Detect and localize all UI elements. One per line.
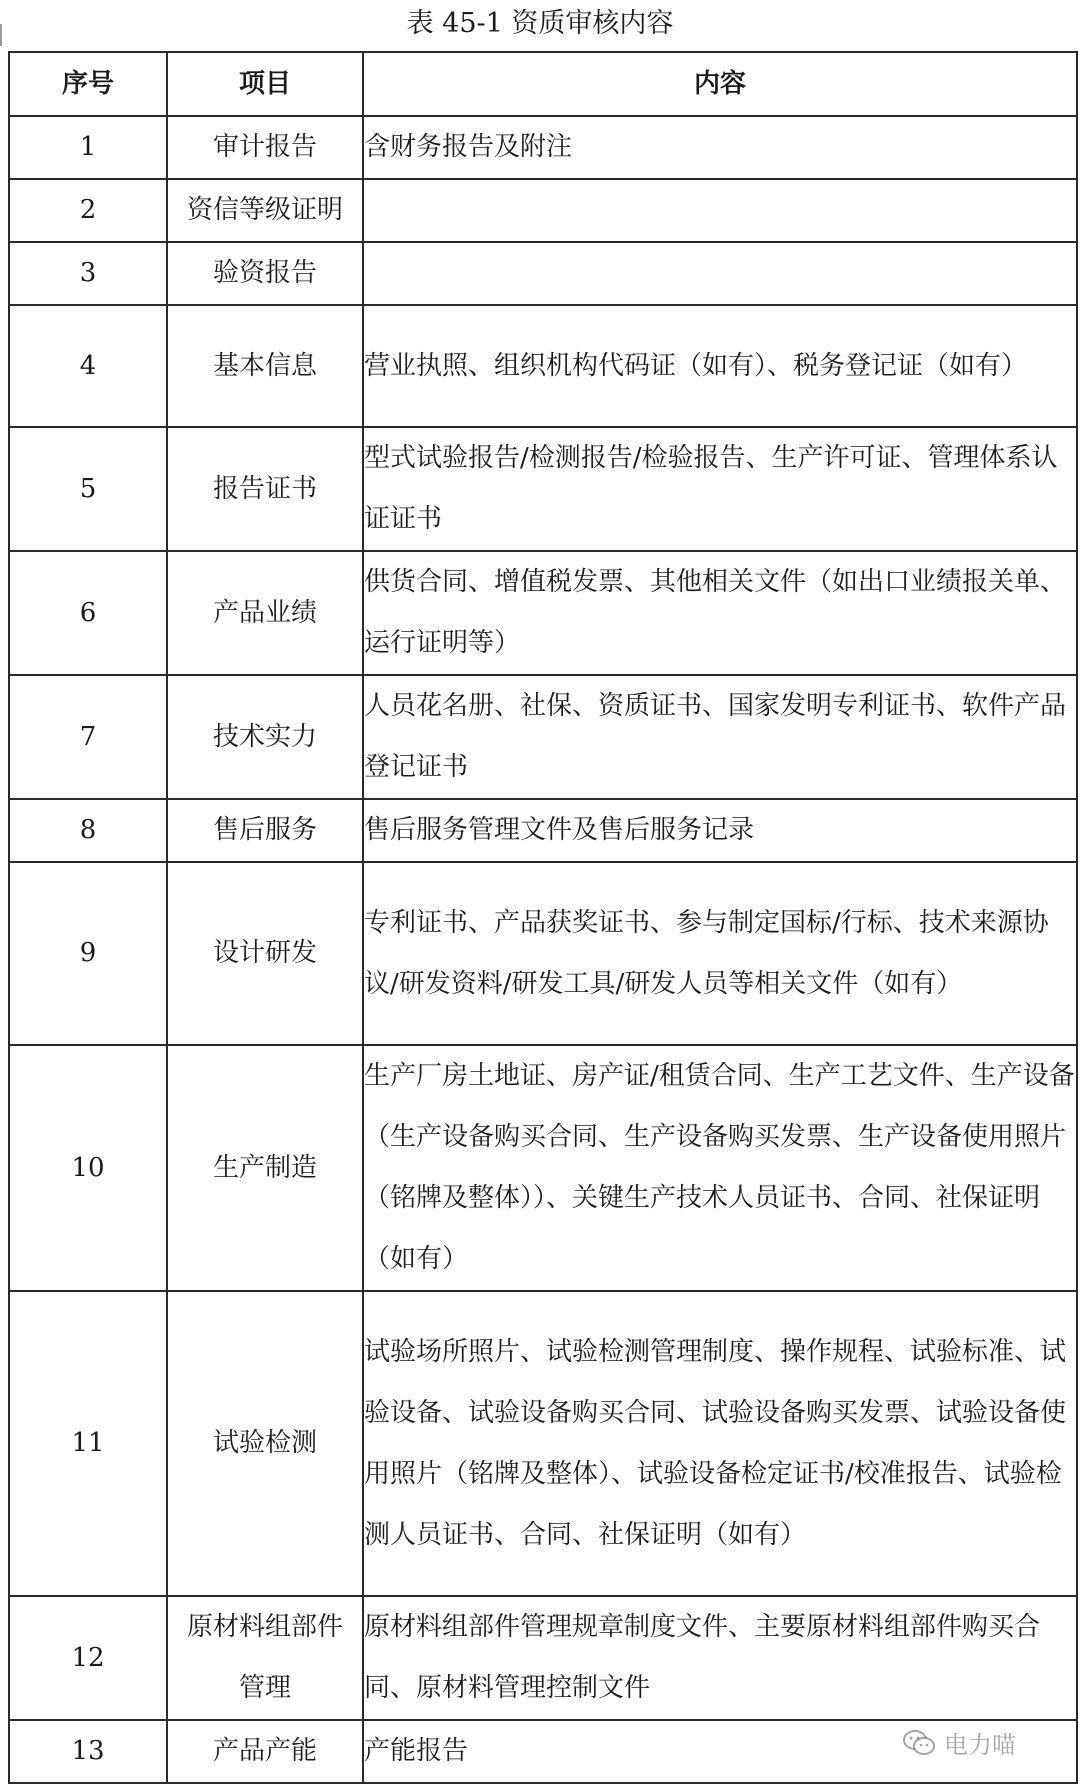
cell-no: 13 (9, 1720, 167, 1783)
cell-item: 试验检测 (167, 1291, 363, 1596)
table-row (9, 305, 1077, 427)
header-no: 序号 (9, 52, 167, 116)
cell-item: 基本信息 (167, 305, 363, 427)
table-row (9, 862, 1077, 1045)
cell-item: 产品业绩 (167, 551, 363, 675)
cell-no: 2 (9, 179, 167, 242)
table-row (9, 179, 1077, 242)
cell-content: 生产厂房土地证、房产证/租赁合同、生产工艺文件、生产设备（生产设备购买合同、生产设备购买发票、生产设备使用照片（铭牌及整体））、关键生产技术人员证书、合同、社保证明（如有） (363, 1045, 1077, 1291)
cell-content: 含财务报告及附注 (363, 116, 1077, 179)
cell-no: 12 (9, 1596, 167, 1720)
cell-content: 型式试验报告/检测报告/检验报告、生产许可证、管理体系认证证书 (363, 427, 1077, 551)
header-content: 内容 (363, 52, 1077, 116)
cell-content: 供货合同、增值税发票、其他相关文件（如出口业绩报关单、运行证明等） (363, 551, 1077, 675)
table-row (9, 551, 1077, 675)
qualification-table (8, 51, 1078, 1784)
cell-content: 原材料组部件管理规章制度文件、主要原材料组部件购买合同、原材料管理控制文件 (363, 1596, 1077, 1720)
cell-no: 10 (9, 1045, 167, 1291)
wechat-icon (902, 1729, 936, 1757)
cell-no: 1 (9, 116, 167, 179)
cell-no: 5 (9, 427, 167, 551)
cell-content (363, 179, 1077, 242)
header-item: 项目 (167, 52, 363, 116)
table-row (9, 1291, 1077, 1596)
table-row (9, 427, 1077, 551)
cell-item: 原材料组部件管理 (167, 1596, 363, 1720)
cell-item: 报告证书 (167, 427, 363, 551)
cell-no: 11 (9, 1291, 167, 1596)
cell-no: 6 (9, 551, 167, 675)
cell-item: 资信等级证明 (167, 179, 363, 242)
cell-no: 8 (9, 799, 167, 862)
table-row (9, 675, 1077, 799)
table-header-row (9, 52, 1077, 116)
cell-item: 产品产能 (167, 1720, 363, 1783)
table-row (9, 242, 1077, 305)
cell-content: 产能报告 (363, 1720, 1077, 1783)
cell-item: 设计研发 (167, 862, 363, 1045)
cell-item: 验资报告 (167, 242, 363, 305)
cell-content: 专利证书、产品获奖证书、参与制定国标/行标、技术来源协议/研发资料/研发工具/研发人员等相关文件（如有） (363, 862, 1077, 1045)
cell-item: 售后服务 (167, 799, 363, 862)
cell-content (363, 242, 1077, 305)
cell-content: 人员花名册、社保、资质证书、国家发明专利证书、软件产品登记证书 (363, 675, 1077, 799)
watermark-text: 电力喵 (944, 1731, 1016, 1759)
cell-item: 生产制造 (167, 1045, 363, 1291)
table-body (9, 116, 1077, 1783)
cell-content: 营业执照、组织机构代码证（如有）、税务登记证（如有） (363, 305, 1077, 427)
cell-item: 审计报告 (167, 116, 363, 179)
cell-no: 7 (9, 675, 167, 799)
cell-content: 售后服务管理文件及售后服务记录 (363, 799, 1077, 862)
cell-item: 技术实力 (167, 675, 363, 799)
cell-no: 3 (9, 242, 167, 305)
watermark (902, 1725, 1016, 1760)
table-row (9, 799, 1077, 862)
cell-content: 试验场所照片、试验检测管理制度、操作规程、试验标准、试验设备、试验设备购买合同、试验设备购买发票、试验设备使用照片（铭牌及整体）、试验设备检定证书/校准报告、试验检测人员证书、合同、社保证明（如有） (363, 1291, 1077, 1596)
table-caption: 表 45-1 资质审核内容 (406, 8, 674, 39)
table-row (9, 116, 1077, 179)
cell-no: 9 (9, 862, 167, 1045)
table-row (9, 1045, 1077, 1291)
table-row (9, 1596, 1077, 1720)
cell-no: 4 (9, 305, 167, 427)
